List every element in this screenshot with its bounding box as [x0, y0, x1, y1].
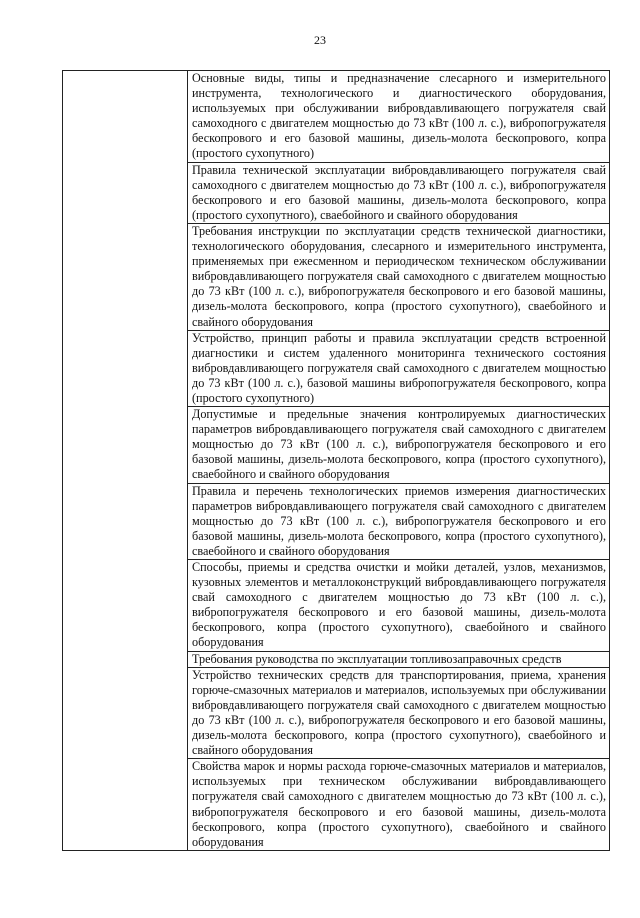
table-cell-text: Устройство технических средств для транспортирования, приема, хранения горюче-смазочных материалов и материалов, используемых при обслуживании вибровдавливающего погружателя свай самоходного с двигателем мощностью до 73 кВт (100 л. с.), вибропогружателя бескопрового и его базовой машины, дизель-молота бескопрового, копра (простого сухопутного), сваебойного и свайного оборудования	[188, 667, 610, 759]
table-cell-text: Свойства марок и нормы расхода горюче-смазочных материалов и материалов, используемых при техническом обслуживании вибровдавливающего погружателя свай самоходного с двигателем мощностью до 73 кВт (100 л. с.), вибропогружателя бескопрового и его базовой машины, дизель-молота бескопрового, копра (простого сухопутного), сваебойного и свайного оборудования	[188, 759, 610, 851]
page-number: 23	[314, 33, 326, 47]
table-cell-text: Требования инструкции по эксплуатации средств технической диагностики, технологического оборудования, слесарного и измерительного инструмента, применяемых при ежесменном и периодическом техническом обслуживании вибровдавливающего погружателя свай самоходного с двигателем мощностью до 73 кВт (100 л. с.), вибропогружателя бескопрового и его базовой машины, дизель-молота бескопрового, копра (простого сухопутного), сваебойного и свайного оборудования	[188, 223, 610, 330]
table-cell-text: Требования руководства по эксплуатации топливозаправочных средств	[188, 651, 610, 667]
table-cell-text: Допустимые и предельные значения контролируемых диагностических параметров вибровдавливающего погружателя свай самоходного с двигателем мощностью до 73 кВт (100 л. с.), вибропогружателя бескопрового и его базовой машины, дизель-молота бескопрового, копра (простого сухопутного), сваебойного и свайного оборудования	[188, 407, 610, 483]
requirements-table	[62, 70, 610, 851]
table-left-cell	[63, 71, 188, 851]
table-row	[63, 71, 610, 163]
table-cell-text: Правила и перечень технологических приемов измерения диагностических параметров вибровдавливающего погружателя свай самоходного с двигателем мощностью до 73 кВт (100 л. с.), вибропогружателя бескопрового и его базовой машины, дизель-молота бескопрового, копра (простого сухопутного), сваебойного и свайного оборудования	[188, 483, 610, 559]
table-cell-text: Основные виды, типы и предназначение слесарного и измерительного инструмента, технологического и диагностического оборудования, используемых при обслуживании вибровдавливающего погружателя свай самоходного с двигателем мощностью до 73 кВт (100 л. с.), вибропогружателя бескопрового и его базовой машины, дизель-молота бескопрового, копра (простого сухопутного)	[188, 71, 610, 163]
table-cell-text: Правила технической эксплуатации вибровдавливающего погружателя свай самоходного с двигателем мощностью до 73 кВт (100 л. с.), вибропогружателя бескопрового и его базовой машины, дизель-молота бескопрового, копра (простого сухопутного), сваебойного и свайного оборудования	[188, 162, 610, 223]
table-cell-text: Устройство, принцип работы и правила эксплуатации средств встроенной диагностики и систем удаленного мониторинга технического состояния вибровдавливающего погружателя свай самоходного с двигателем мощностью до 73 кВт (100 л. с.), базовой машины вибропогружателя бескопрового, копра (простого сухопутного)	[188, 330, 610, 406]
table-cell-text: Способы, приемы и средства очистки и мойки деталей, узлов, механизмов, кузовных элементов и металлоконструкций вибровдавливающего погружателя свай самоходного с двигателем мощностью до 73 кВт (100 л. с.), вибропогружателя бескопрового и его базовой машины, дизель-молота бескопрового, копра (простого сухопутного), сваебойного и свайного оборудования	[188, 560, 610, 652]
